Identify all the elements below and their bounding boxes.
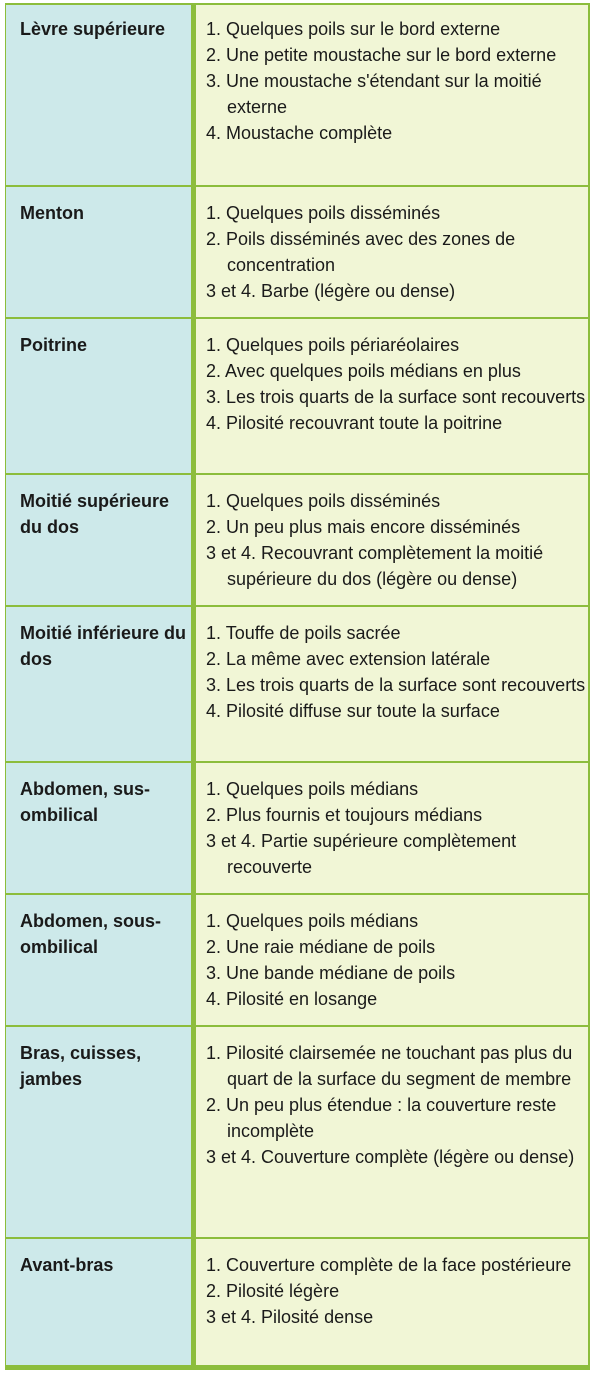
region-label: Bras, cuisses, jambes xyxy=(20,1043,142,1089)
criteria-item: 2. Une petite moustache sur le bord externe xyxy=(206,45,557,65)
table-row xyxy=(5,763,590,895)
criteria-item: 1. Quelques poils périaréolaires xyxy=(206,335,460,355)
table-row xyxy=(5,187,590,319)
criteria-item: 2. Avec quelques poils médians en plus xyxy=(206,361,521,381)
criteria-item: 2. Plus fournis et toujours médians xyxy=(206,805,483,825)
criteria-item: 1. Quelques poils médians xyxy=(206,911,419,931)
table-row xyxy=(5,319,590,475)
criteria-item: 3 et 4. Couverture complète (légère ou dense) xyxy=(206,1147,575,1167)
criteria-list xyxy=(206,332,586,436)
table-top-border xyxy=(5,3,590,5)
table-row xyxy=(5,475,590,607)
criteria-item: 3. Une moustache s'étendant sur la moitié externe xyxy=(206,71,542,117)
table-row xyxy=(5,895,590,1027)
criteria-item: 1. Quelques poils disséminés xyxy=(206,203,441,223)
region-label: Abdomen, sous-ombilical xyxy=(20,911,162,957)
criteria-item: 1. Quelques poils disséminés xyxy=(206,491,441,511)
criteria-list xyxy=(206,16,586,146)
criteria-item: 1. Quelques poils sur le bord externe xyxy=(206,19,501,39)
criteria-item: 4. Pilosité diffuse sur toute la surface xyxy=(206,701,500,721)
criteria-list xyxy=(206,1040,586,1170)
table-row xyxy=(5,607,590,763)
criteria-item: 1. Pilosité clairsemée ne touchant pas plus du quart de la surface du segment de membre xyxy=(206,1043,573,1089)
region-label: Poitrine xyxy=(20,335,88,355)
region-label: Moitié inférieure du dos xyxy=(20,623,187,669)
criteria-item: 2. Pilosité légère xyxy=(206,1281,340,1301)
criteria-item: 3. Les trois quarts de la surface sont recouverts xyxy=(206,387,586,407)
criteria-item: 4. Pilosité recouvrant toute la poitrine xyxy=(206,413,503,433)
criteria-list xyxy=(206,908,586,1012)
criteria-item: 2. Un peu plus mais encore disséminés xyxy=(206,517,521,537)
criteria-item: 1. Quelques poils médians xyxy=(206,779,419,799)
region-label: Moitié supérieure du dos xyxy=(20,491,170,537)
criteria-item: 3. Les trois quarts de la surface sont recouverts xyxy=(206,675,586,695)
criteria-list xyxy=(206,620,586,724)
region-label: Menton xyxy=(20,203,84,223)
table-row xyxy=(5,1239,590,1370)
table-row xyxy=(5,3,590,187)
criteria-item: 4. Moustache complète xyxy=(206,123,393,143)
region-label: Lèvre supérieure xyxy=(20,19,166,39)
hirsutism-scoring-table xyxy=(5,3,590,1370)
table-right-border xyxy=(588,3,590,1370)
table-bottom-border xyxy=(5,1365,590,1370)
table-row xyxy=(5,1027,590,1239)
criteria-item: 2. Poils disséminés avec des zones de concentration xyxy=(206,229,516,275)
criteria-list xyxy=(206,776,586,880)
criteria-item: 2. Une raie médiane de poils xyxy=(206,937,436,957)
criteria-list xyxy=(206,488,586,592)
criteria-item: 2. Un peu plus étendue : la couverture reste incomplète xyxy=(206,1095,557,1141)
column-divider xyxy=(191,3,196,1370)
region-label: Abdomen, sus-ombilical xyxy=(20,779,151,825)
criteria-item: 3 et 4. Recouvrant complètement la moitié supérieure du dos (légère ou dense) xyxy=(206,543,544,589)
region-label: Avant-bras xyxy=(20,1255,114,1275)
criteria-list xyxy=(206,1252,586,1330)
table-left-border xyxy=(5,3,6,1370)
criteria-item: 3 et 4. Pilosité dense xyxy=(206,1307,374,1327)
criteria-item: 3 et 4. Partie supérieure complètement recouverte xyxy=(206,831,517,877)
criteria-item: 1. Touffe de poils sacrée xyxy=(206,623,401,643)
criteria-list xyxy=(206,200,586,304)
criteria-item: 2. La même avec extension latérale xyxy=(206,649,491,669)
criteria-item: 1. Couverture complète de la face postérieure xyxy=(206,1255,572,1275)
criteria-item: 3. Une bande médiane de poils xyxy=(206,963,456,983)
criteria-item: 3 et 4. Barbe (légère ou dense) xyxy=(206,281,456,301)
criteria-item: 4. Pilosité en losange xyxy=(206,989,378,1009)
